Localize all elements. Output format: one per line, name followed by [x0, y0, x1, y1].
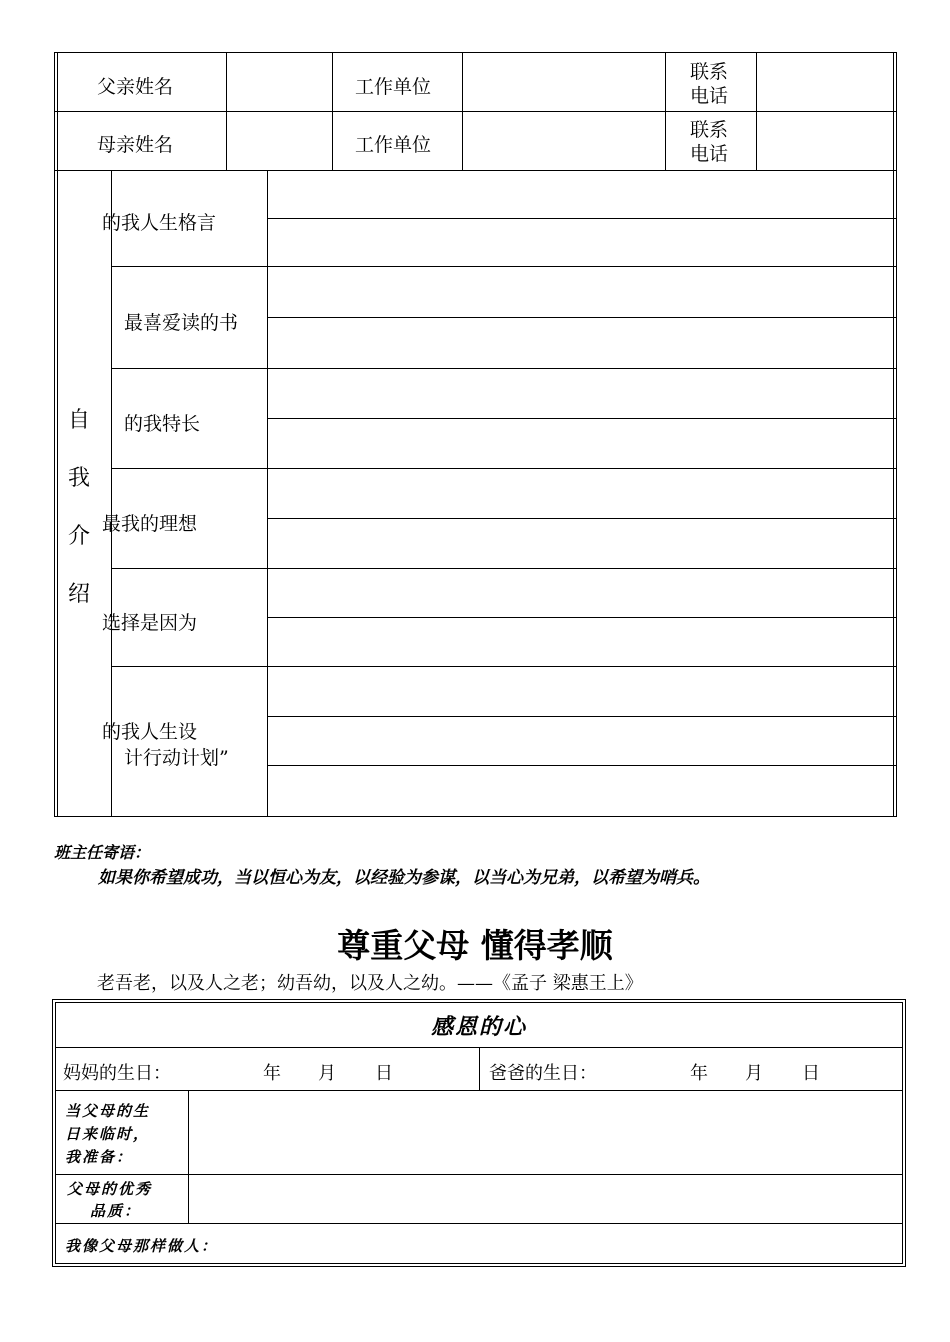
father-name-label: 父亲姓名	[97, 76, 174, 98]
table-border	[52, 1266, 906, 1267]
favorite-book-field[interactable]	[269, 268, 891, 367]
table-border	[893, 52, 894, 817]
group-label-char: 介	[68, 524, 91, 549]
quality-label-line: 父母的优秀	[67, 1180, 153, 1198]
row-divider	[111, 468, 896, 469]
life-plan-label-line: 的我人生设	[102, 721, 198, 743]
row-divider	[111, 568, 896, 569]
col-divider	[462, 52, 463, 170]
mencius-quote: 老吾老，以及人之老；幼吾幼，以及人之幼。——《孟子 梁惠王上》	[97, 973, 643, 994]
prep-label-line: 我准备：	[65, 1148, 134, 1166]
row-divider	[54, 111, 897, 112]
table-border	[55, 1263, 903, 1264]
row-divider	[111, 368, 896, 369]
mother-name-field[interactable]	[228, 113, 331, 169]
father-phone-field[interactable]	[758, 54, 892, 110]
dad-year-label: 年	[690, 1063, 708, 1084]
phone-label-line: 电话	[690, 143, 729, 165]
row-divider	[111, 266, 896, 267]
row-divider	[55, 1090, 903, 1091]
dad-birthday-field[interactable]	[606, 1049, 900, 1089]
prep-label-line: 当父母的生	[65, 1102, 151, 1120]
mother-work-label: 工作单位	[355, 134, 432, 156]
table-border	[896, 52, 897, 817]
table-border	[55, 1002, 56, 1264]
group-label-char: 自	[68, 408, 91, 433]
col-divider	[332, 52, 333, 170]
mom-day-label: 日	[375, 1063, 393, 1084]
be-like-parents-label: 我像父母那样做人：	[65, 1237, 219, 1255]
father-phone-label	[690, 60, 728, 108]
mother-name-label: 母亲姓名	[97, 134, 174, 156]
section-heading: 尊重父母 懂得孝顺	[337, 926, 613, 965]
birthday-prep-label	[65, 1100, 150, 1169]
col-divider	[756, 52, 757, 170]
specialty-label: 的我特长	[124, 413, 201, 435]
father-work-field[interactable]	[464, 54, 664, 110]
teacher-message-title: 班主任寄语：	[54, 843, 151, 862]
table-border	[54, 816, 897, 817]
table-border	[57, 52, 58, 817]
mom-birthday-field[interactable]	[180, 1049, 475, 1089]
dad-birthday-label: 爸爸的生日：	[489, 1063, 597, 1084]
life-plan-field[interactable]	[269, 668, 891, 814]
phone-label-line: 电话	[690, 85, 729, 107]
ideal-field[interactable]	[269, 470, 891, 567]
col-divider	[665, 52, 666, 170]
motto-field[interactable]	[269, 172, 891, 265]
parent-quality-field[interactable]	[190, 1176, 900, 1222]
father-name-field[interactable]	[228, 54, 331, 110]
mother-phone-field[interactable]	[758, 113, 892, 169]
col-divider	[188, 1090, 189, 1223]
choice-reason-field[interactable]	[269, 570, 891, 665]
row-divider	[55, 1174, 903, 1175]
table-border	[54, 52, 55, 817]
ideal-label: 最我的理想	[102, 513, 198, 535]
quality-label-line: 品质：	[90, 1202, 142, 1220]
mom-month-label: 月	[318, 1063, 336, 1084]
row-divider	[55, 1223, 903, 1224]
self-intro-group-label	[68, 392, 90, 624]
specialty-field[interactable]	[269, 370, 891, 467]
mom-birthday-label: 妈妈的生日：	[63, 1063, 171, 1084]
teacher-message-body: 如果你希望成功，当以恒心为友，以经验为参谋，以当心为兄弟，以希望为哨兵。	[98, 868, 710, 888]
gratitude-title: 感恩的心	[430, 1014, 527, 1040]
father-work-label: 工作单位	[355, 76, 432, 98]
group-label-char: 绍	[68, 582, 91, 607]
row-divider	[54, 170, 897, 171]
row-divider	[111, 666, 896, 667]
table-border	[54, 52, 897, 53]
table-border	[905, 999, 906, 1267]
dad-month-label: 月	[745, 1063, 763, 1084]
life-plan-label-line: 计行动计划”	[124, 747, 229, 769]
dad-day-label: 日	[802, 1063, 820, 1084]
phone-label-line: 联系	[690, 61, 729, 83]
table-border	[52, 999, 53, 1267]
parent-quality-label	[67, 1178, 152, 1222]
motto-label: 的我人生格言	[102, 212, 217, 234]
be-like-parents-field[interactable]	[250, 1225, 900, 1262]
mother-work-field[interactable]	[464, 113, 664, 169]
mother-phone-label	[690, 118, 728, 166]
birthday-prep-field[interactable]	[190, 1092, 900, 1173]
group-label-char: 我	[68, 466, 91, 491]
life-plan-label	[102, 719, 229, 771]
phone-label-line: 联系	[690, 119, 729, 141]
prep-label-line: 日来临时，	[65, 1125, 151, 1143]
table-border	[52, 999, 906, 1000]
favorite-book-label: 最喜爱读的书	[124, 312, 239, 334]
choice-reason-label: 选择是因为	[102, 612, 198, 634]
table-border	[55, 1002, 903, 1003]
col-divider	[479, 1047, 480, 1090]
table-border	[902, 1002, 903, 1264]
mom-year-label: 年	[263, 1063, 281, 1084]
col-divider	[226, 52, 227, 170]
